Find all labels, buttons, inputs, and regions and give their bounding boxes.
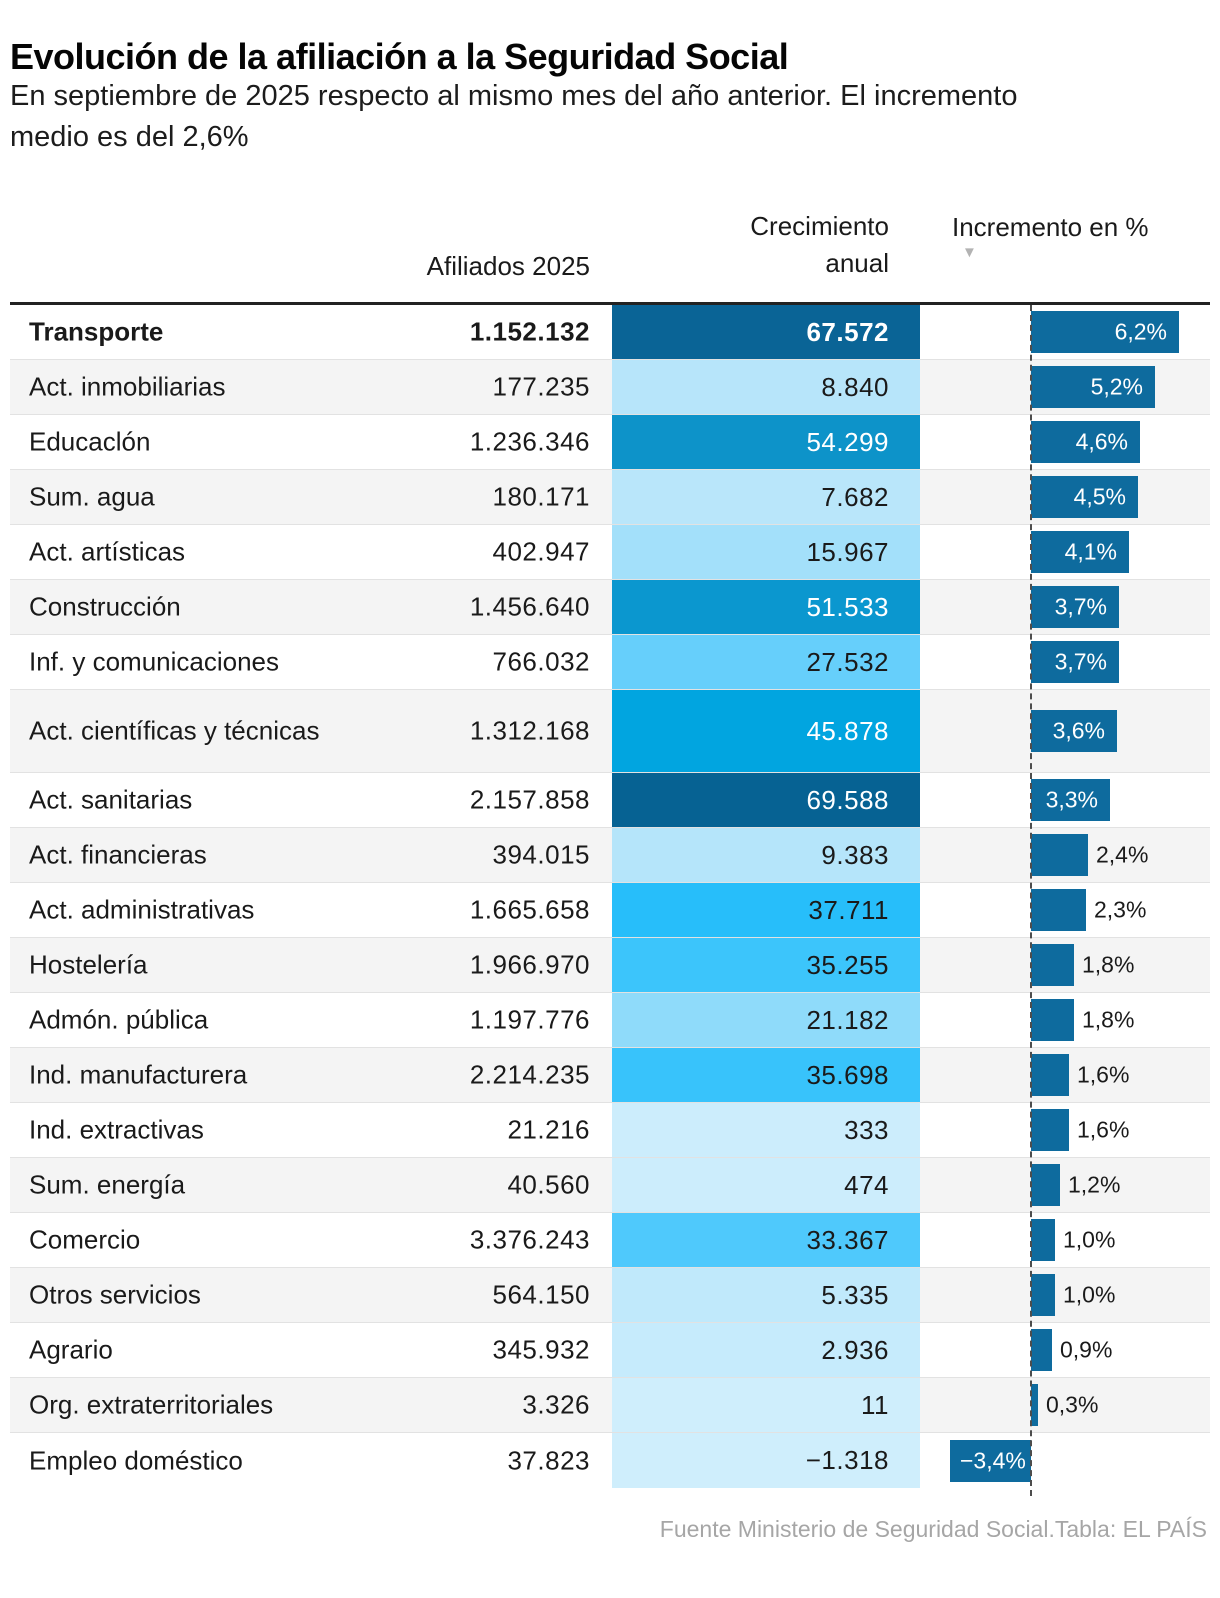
column-header-afiliados: Afiliados 2025	[426, 251, 590, 281]
sector-label: Ind. extractivas	[29, 1114, 204, 1145]
data-table	[10, 302, 1210, 1488]
sector-label: Educaclón	[29, 426, 151, 457]
incremento-bar	[1031, 1219, 1055, 1261]
crecimiento-cell: 21.182	[612, 993, 920, 1047]
afiliados-value: 180.171	[492, 481, 590, 512]
incremento-label: 0,9%	[1060, 1336, 1113, 1363]
incremento-bar	[1031, 1164, 1060, 1206]
incremento-label: 2,4%	[1096, 841, 1149, 868]
sector-label: Transporte	[29, 316, 164, 347]
incremento-bar	[1031, 889, 1086, 931]
chart-subtitle-line2: medio es del 2,6%	[10, 121, 249, 153]
sector-label: Construcción	[29, 591, 181, 622]
afiliados-value: 402.947	[492, 536, 590, 567]
crecimiento-cell: 333	[612, 1103, 920, 1157]
afiliados-value: 40.560	[507, 1169, 590, 1200]
source-credit: Fuente Ministerio de Seguridad Social.Tabla: EL PAÍS	[659, 1516, 1207, 1542]
crecimiento-cell: 45.878	[612, 690, 920, 772]
incremento-label: 3,3%	[1045, 786, 1098, 813]
sector-label: Act. artísticas	[29, 536, 186, 567]
incremento-label: 1,8%	[1082, 951, 1135, 978]
crecimiento-cell: 33.367	[612, 1213, 920, 1267]
incremento-label: 1,0%	[1063, 1281, 1116, 1308]
column-header-crecimiento: Crecimiento anual	[750, 211, 889, 278]
afiliados-value: 2.214.235	[469, 1059, 590, 1090]
crecimiento-cell: 474	[612, 1158, 920, 1212]
crecimiento-cell: 11	[612, 1378, 920, 1432]
crecimiento-cell: 15.967	[612, 525, 920, 579]
table-header	[10, 0, 1210, 296]
incremento-bar	[1031, 1054, 1069, 1096]
sector-label: Otros servicios	[29, 1279, 201, 1310]
crecimiento-cell: 7.682	[612, 470, 920, 524]
afiliados-value: 564.150	[492, 1279, 590, 1310]
incremento-label: 4,1%	[1064, 538, 1117, 565]
sector-label: Sum. energía	[29, 1169, 186, 1200]
column-header-incremento[interactable]: Incremento en %	[952, 212, 1149, 242]
incremento-label: 4,5%	[1073, 483, 1126, 510]
afiliados-value: 1.312.168	[469, 715, 590, 746]
sector-label: Act. científicas y técnicas	[29, 715, 320, 746]
sort-descending-icon[interactable]: ▼	[962, 244, 977, 261]
crecimiento-cell: 67.572	[612, 305, 920, 359]
incremento-label: 4,6%	[1075, 428, 1128, 455]
incremento-bar	[1031, 1329, 1052, 1371]
crecimiento-cell: 8.840	[612, 360, 920, 414]
crecimiento-cell: 69.588	[612, 773, 920, 827]
crecimiento-cell: 2.936	[612, 1323, 920, 1377]
incremento-label: 1,0%	[1063, 1226, 1116, 1253]
sector-label: Admón. pública	[29, 1004, 209, 1035]
incremento-label: 5,2%	[1090, 373, 1143, 400]
incremento-label: 3,6%	[1052, 717, 1105, 744]
incremento-bar	[1031, 944, 1074, 986]
afiliados-value: 21.216	[507, 1114, 590, 1145]
incremento-label: 1,8%	[1082, 1006, 1135, 1033]
sector-label: Ind. manufacturera	[29, 1059, 248, 1090]
sector-label: Hostelería	[29, 949, 148, 980]
incremento-label: 0,3%	[1046, 1391, 1099, 1418]
afiliados-value: 766.032	[492, 646, 590, 677]
crecimiento-cell: 37.711	[612, 883, 920, 937]
afiliados-value: 2.157.858	[469, 784, 590, 815]
incremento-label: 1,6%	[1077, 1116, 1130, 1143]
crecimiento-cell: 5.335	[612, 1268, 920, 1322]
sector-label: Agrario	[29, 1334, 113, 1365]
incremento-bar	[1031, 1109, 1069, 1151]
afiliados-value: 1.152.132	[469, 316, 590, 347]
crecimiento-cell: 35.255	[612, 938, 920, 992]
afiliados-value: 1.665.658	[469, 894, 590, 925]
incremento-bar	[1031, 999, 1074, 1041]
crecimiento-cell: 27.532	[612, 635, 920, 689]
incremento-bar	[1031, 1384, 1038, 1426]
afiliados-value: 3.326	[522, 1389, 590, 1420]
incremento-label: 1,2%	[1068, 1171, 1121, 1198]
crecimiento-cell: 51.533	[612, 580, 920, 634]
incremento-bar	[1031, 834, 1088, 876]
afiliados-value: 1.197.776	[469, 1004, 590, 1035]
sector-label: Act. inmobiliarias	[29, 371, 226, 402]
sector-label: Sum. agua	[29, 481, 155, 512]
incremento-bar	[1031, 1274, 1055, 1316]
crecimiento-cell: −1.318	[612, 1433, 920, 1488]
sector-label: Empleo doméstico	[29, 1445, 243, 1475]
sector-label: Act. financieras	[29, 839, 207, 870]
afiliados-value: 345.932	[492, 1334, 590, 1365]
afiliados-value: 37.823	[507, 1445, 590, 1475]
sector-label: Org. extraterritoriales	[29, 1389, 274, 1420]
incremento-label: 6,2%	[1114, 318, 1167, 345]
incremento-label: 2,3%	[1094, 896, 1147, 923]
afiliados-value: 1.236.346	[469, 426, 590, 457]
incremento-label: 3,7%	[1054, 593, 1107, 620]
sector-label: Inf. y comunicaciones	[29, 646, 280, 677]
sector-label: Act. administrativas	[29, 894, 255, 925]
incremento-label: 1,6%	[1077, 1061, 1130, 1088]
sector-label: Comercio	[29, 1224, 141, 1255]
sector-label: Act. sanitarias	[29, 784, 193, 815]
afiliados-value: 3.376.243	[469, 1224, 590, 1255]
afiliados-value: 177.235	[492, 371, 590, 402]
afiliados-value: 394.015	[492, 839, 590, 870]
crecimiento-cell: 9.383	[612, 828, 920, 882]
incremento-label: −3,4%	[960, 1447, 1026, 1473]
incremento-label: 3,7%	[1054, 648, 1107, 675]
chart-subtitle-line1: En septiembre de 2025 respecto al mismo mes del año anterior. El incremento	[10, 80, 1018, 112]
afiliados-value: 1.456.640	[469, 591, 590, 622]
crecimiento-cell: 35.698	[612, 1048, 920, 1102]
chart-title: Evolución de la afiliación a la Seguridad Social	[10, 36, 789, 78]
crecimiento-cell: 54.299	[612, 415, 920, 469]
afiliados-value: 1.966.970	[469, 949, 590, 980]
